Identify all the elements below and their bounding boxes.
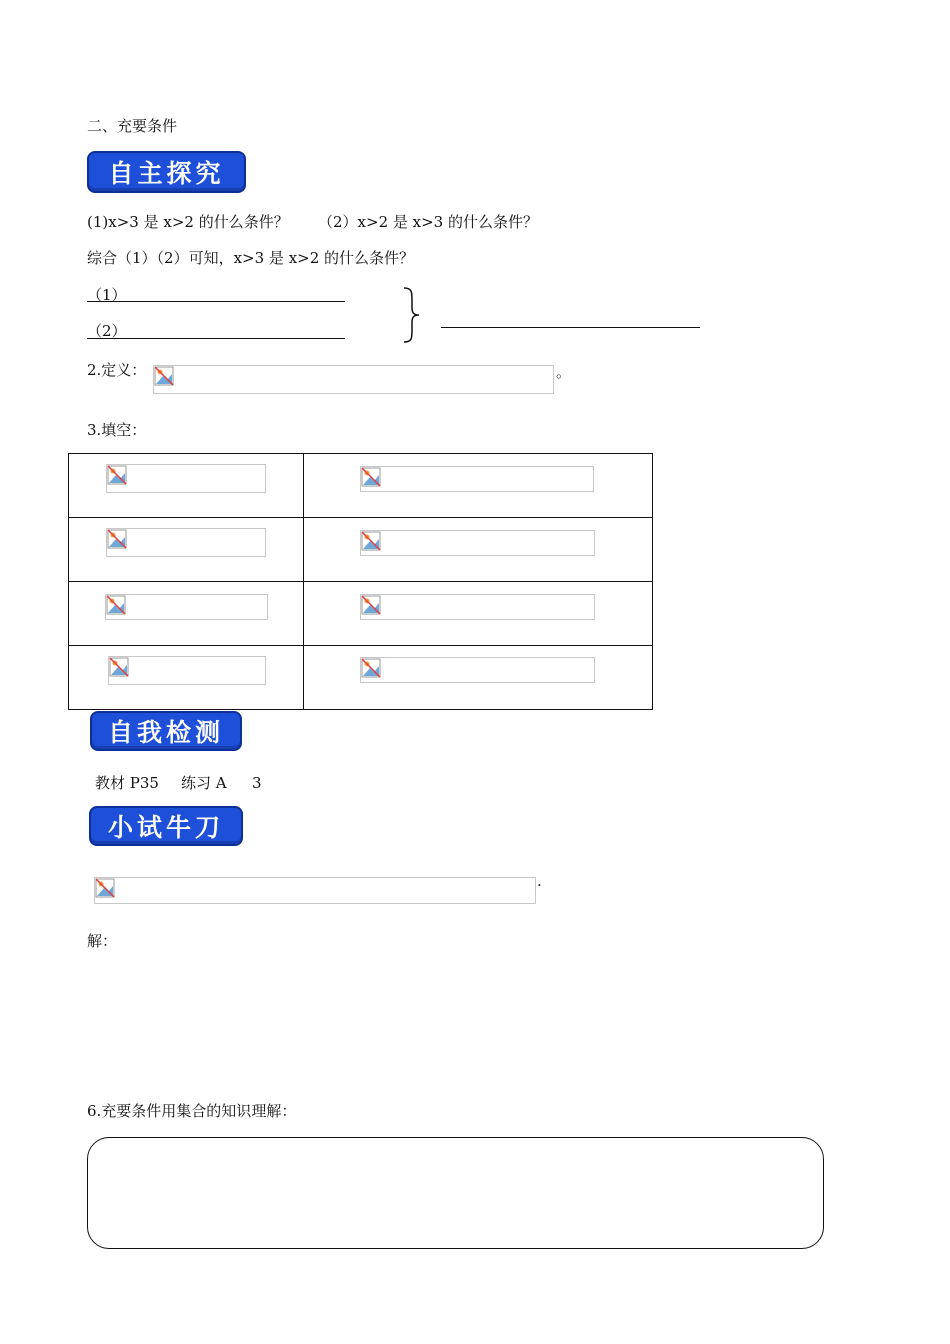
cell-image	[360, 466, 594, 492]
table-cell	[304, 454, 653, 518]
right-brace	[400, 286, 422, 344]
table-cell	[304, 518, 653, 582]
problem-image	[94, 877, 536, 904]
cell-image	[360, 594, 595, 620]
exercise-number: 3	[252, 774, 262, 792]
answer-box[interactable]	[87, 1137, 824, 1249]
broken-image-icon	[95, 878, 115, 898]
cell-image	[106, 528, 266, 557]
broken-image-icon	[361, 658, 381, 678]
exercise-book: 教材 P35	[95, 774, 159, 792]
table-cell	[69, 518, 304, 582]
broken-image-icon	[361, 467, 381, 487]
blank-label-1: （1）	[87, 286, 127, 304]
question-1: (1)x>3 是 x>2 的什么条件？	[87, 213, 289, 231]
definition-label: 2.定义：	[87, 361, 147, 379]
broken-image-icon	[361, 595, 381, 615]
cell-image	[360, 657, 595, 683]
table-cell	[304, 646, 653, 710]
table-cell	[69, 582, 304, 646]
table-row	[69, 582, 653, 646]
exercise-practice: 练习 A	[181, 774, 227, 792]
blank-label-2: （2）	[87, 322, 127, 340]
section-title: 二、充要条件	[87, 117, 178, 135]
table-row	[69, 518, 653, 582]
problem-end-dot: .	[537, 872, 542, 890]
broken-image-icon	[109, 657, 129, 677]
definition-end: 。	[556, 363, 572, 381]
definition-image	[153, 365, 554, 394]
solve-label: 解：	[87, 932, 118, 950]
broken-image-icon	[106, 595, 126, 615]
try-badge: 小试牛刀	[89, 806, 243, 846]
cell-image	[360, 530, 595, 556]
broken-image-icon	[154, 366, 174, 386]
combine-question: 综合（1）（2）可知，x>3 是 x>2 的什么条件？	[87, 249, 415, 267]
cell-image	[106, 464, 266, 493]
fill-in-table	[68, 453, 653, 710]
answer-line-combined[interactable]	[441, 327, 700, 328]
broken-image-icon	[107, 529, 127, 549]
answer-line-1[interactable]	[87, 301, 345, 302]
table-cell	[69, 646, 304, 710]
table-row	[69, 454, 653, 518]
fill-in-label: 3.填空：	[87, 421, 147, 439]
self-test-badge: 自我检测	[90, 711, 242, 751]
explore-badge: 自主探究	[87, 151, 246, 193]
table-row	[69, 646, 653, 710]
answer-line-2[interactable]	[87, 338, 345, 339]
table-cell	[69, 454, 304, 518]
broken-image-icon	[107, 465, 127, 485]
question-2: （2）x>2 是 x>3 的什么条件？	[318, 213, 538, 231]
broken-image-icon	[361, 531, 381, 551]
cell-image	[105, 594, 268, 620]
cell-image	[108, 656, 266, 685]
table-cell	[304, 582, 653, 646]
item-6-label: 6.充要条件用集合的知识理解：	[87, 1102, 297, 1120]
